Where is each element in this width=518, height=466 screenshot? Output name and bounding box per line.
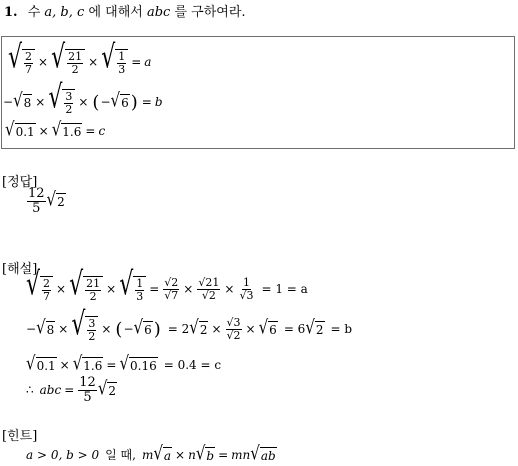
- hint-line: a > 0, b > 0 일 때, m √ a × n √ b = mn √ ab: [26, 441, 276, 464]
- question-text-mid: 에 대해서: [88, 5, 143, 20]
- solution-line-1: √ $\frac{2}{7}$ × √ $\frac{21}{2}$ × √ $\frac{1}{3}$ = $\frac{√2}{√7}$ × $\frac{√21}{√2}$ × $\frac{1}{√3}$ = 1 = a: [26, 267, 308, 304]
- question-vars: a, b, c: [44, 5, 85, 20]
- question-line: [4, 1, 246, 20]
- given-box: [1, 36, 515, 149]
- given-eq-2: − √ 8 × √ $\frac{3}{2}$ × ( − √ 6 ) = b: [3, 80, 163, 117]
- question-target: abc: [146, 5, 171, 20]
- solution-line-4: ∴ abc = $\frac{12}{5}$ √ 2: [26, 375, 117, 405]
- given-eq-3: √ 0.1 × √ 1.6 = c: [5, 117, 106, 141]
- solution-label: [해설]: [2, 262, 38, 277]
- solution-line-2: − √ 8 × √ $\frac{3}{2}$ × ( − √ 6 ) = 2 √ 2 × $\frac{√3}{√2}$ × √ 6 = 6 √ 2 = b: [26, 307, 353, 344]
- answer-label: [정답]: [2, 175, 38, 190]
- given-eq-1: √ $\frac{2}{7}$ × √ $\frac{21}{2}$ × √ $\frac{1}{3}$ = a: [8, 40, 152, 77]
- question-number: 1.: [4, 5, 18, 20]
- answer-value: $\frac{12}{5}$ √ 2: [28, 186, 65, 216]
- hint-label: [힌트]: [2, 429, 38, 444]
- solution-line-3: √ 0.1 × √ 1.6 = √ 0.16 = 0.4 = c: [26, 351, 222, 375]
- question-text-post: 를 구하여라.: [174, 5, 246, 20]
- question-text-pre: 수: [27, 5, 41, 20]
